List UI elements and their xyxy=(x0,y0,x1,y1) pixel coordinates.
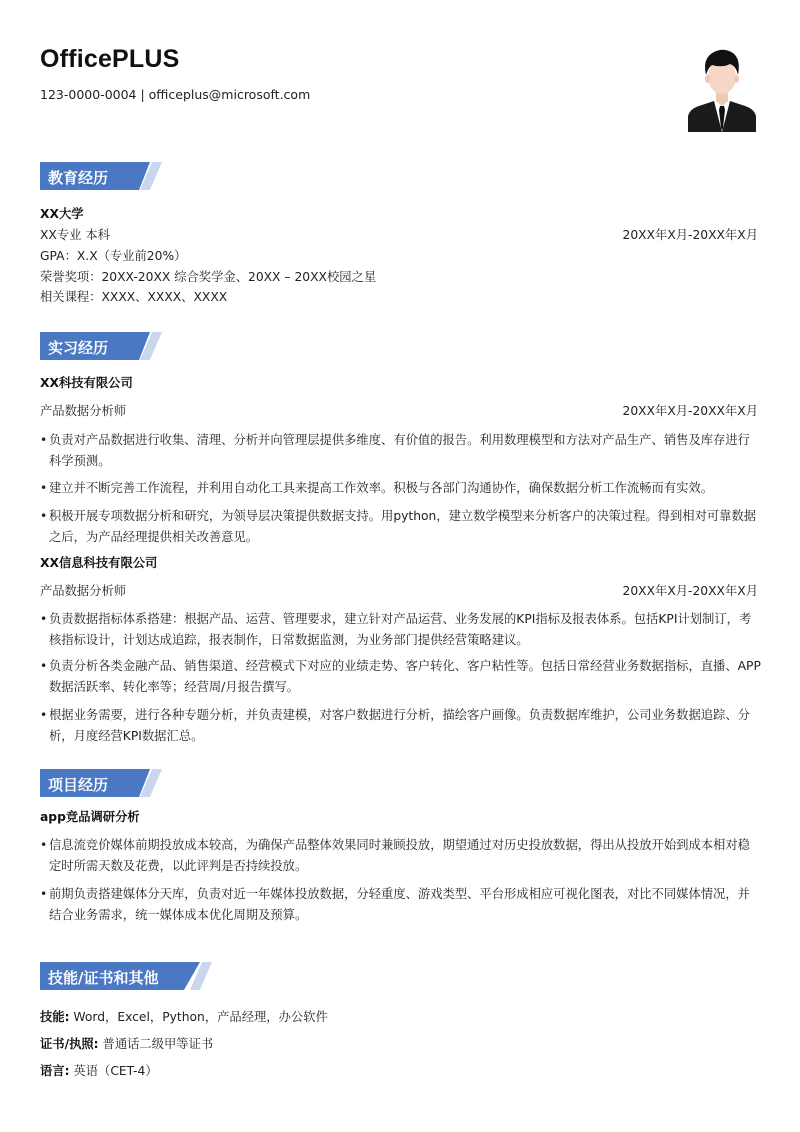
job-role: 产品数据分析师 xyxy=(40,404,127,418)
section-header-internship: 实习经历 xyxy=(40,332,165,360)
job-role: 产品数据分析师 xyxy=(40,584,127,598)
contact-info: 123-0000-0004 | officeplus@microsoft.com xyxy=(40,87,311,102)
education-date: 20XX年X月-20XX年X月 xyxy=(622,228,758,242)
certificate-label: 证书/执照: xyxy=(40,1037,99,1051)
section-header-education: 教育经历 xyxy=(40,162,165,190)
list-item: • 负责数据指标体系搭建：根据产品、运营、管理要求，建立针对产品运营、业务发展的KPI指标及报表体系。包括KPI计划制订，考核指标设计，计划达成追踪，报表制作，日常数据监测，为业务部门提供经营策略建议。 xyxy=(40,612,752,647)
courses: 相关课程：XXXX、XXXX、XXXX xyxy=(40,290,228,304)
company-name: XX科技有限公司 xyxy=(40,376,133,390)
project-title: app竞品调研分析 xyxy=(40,810,140,824)
avatar xyxy=(688,44,756,132)
list-item: • 负责对产品数据进行收集、清理、分析并向管理层提供多维度、有价值的报告。利用数理模型和方法对产品生产、销售及库存进行科学预测。 xyxy=(40,433,750,468)
job-date: 20XX年X月-20XX年X月 xyxy=(622,404,758,418)
gpa: GPA：X.X（专业前20%） xyxy=(40,249,187,263)
certificate-line xyxy=(40,1035,213,1053)
list-item: • 积极开展专项数据分析和研究，为领导层决策提供数据支持。用python，建立数学模型来分析客户的决策过程。得到相对可靠数据之后，为产品经理提供相关改善意见。 xyxy=(40,509,757,544)
skills-line xyxy=(40,1008,328,1026)
school-name: XX大学 xyxy=(40,207,84,221)
section-header-project: 项目经历 xyxy=(40,769,165,797)
skills-value: Word，Excel，Python，产品经理，办公软件 xyxy=(69,1010,328,1024)
job-date: 20XX年X月-20XX年X月 xyxy=(622,584,758,598)
section-header-skills: 技能/证书和其他 xyxy=(40,962,220,990)
language-value: 英语（CET-4） xyxy=(69,1064,158,1078)
honors: 荣誉奖项：20XX-20XX 综合奖学金、20XX – 20XX校园之星 xyxy=(40,270,377,284)
certificate-value: 普通话二级甲等证书 xyxy=(98,1037,214,1051)
major: XX专业 本科 xyxy=(40,228,110,242)
language-label: 语言: xyxy=(40,1064,70,1078)
language-line xyxy=(40,1062,158,1080)
list-item: • 建立并不断完善工作流程，并利用自动化工具来提高工作效率。积极与各部门沟通协作，确保数据分析工作流畅而有实效。 xyxy=(40,481,714,495)
list-item: • 负责分析各类金融产品、销售渠道、经营模式下对应的业绩走势、客户转化、客户粘性等。包括日常经营业务数据指标，直播、APP数据活跃率、转化率等；经营周/月报告撰写。 xyxy=(40,659,761,694)
list-item: • 根据业务需要，进行各种专题分析，并负责建模，对客户数据进行分析，描绘客户画像。负责数据库维护，公司业务数据追踪、分析，月度经营KPI数据汇总。 xyxy=(40,708,750,743)
candidate-name: OfficePLUS xyxy=(40,45,180,73)
skills-label: 技能: xyxy=(40,1010,70,1024)
company-name: XX信息科技有限公司 xyxy=(40,556,158,570)
list-item: • 前期负责搭建媒体分天库，负责对近一年媒体投放数据，分轻重度、游戏类型、平台形成相应可视化图表，对比不同媒体情况，并结合业务需求，统一媒体成本优化周期及预算。 xyxy=(40,887,750,922)
list-item: • 信息流竞价媒体前期投放成本较高，为确保产品整体效果同时兼顾投放，期望通过对历史投放数据，得出从投放开始到成本相对稳定时所需天数及花费，以此评判是否持续投放。 xyxy=(40,838,750,873)
